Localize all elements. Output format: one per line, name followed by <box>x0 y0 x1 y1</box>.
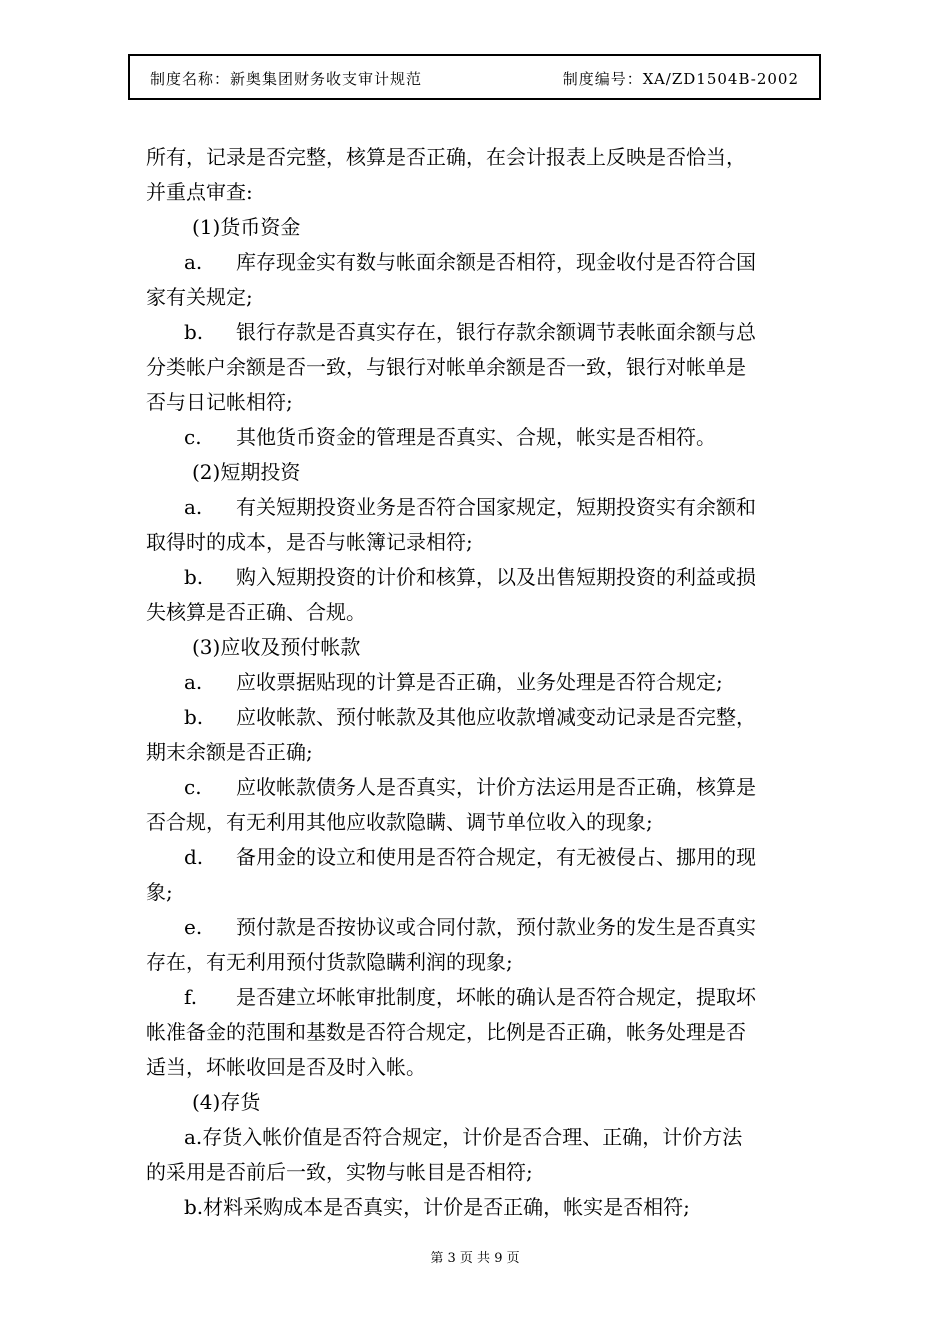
list-item <box>146 420 826 455</box>
item-text: 库存现金实有数与帐面余额是否相符，现金收付是否符合国 <box>236 250 756 274</box>
body-line: 否与日记帐相符; <box>146 390 293 414</box>
list-item <box>146 665 826 700</box>
body-line: 失核算是否正确、合规。 <box>146 600 366 624</box>
list-item <box>146 980 826 1015</box>
section-title: (1)货币资金 <box>192 215 301 239</box>
list-item <box>146 245 826 280</box>
body-line: 期末余额是否正确; <box>146 740 313 764</box>
section-title: (4)存货 <box>192 1090 261 1114</box>
item-text: 有关短期投资业务是否符合国家规定，短期投资实有余额和 <box>236 495 756 519</box>
item-label: f. <box>184 985 198 1009</box>
item-text: 其他货币资金的管理是否真实、合规，帐实是否相符。 <box>236 425 716 449</box>
body-line: 所有，记录是否完整，核算是否正确，在会计报表上反映是否恰当， <box>146 145 746 169</box>
item-text: 购入短期投资的计价和核算，以及出售短期投资的利益或损 <box>236 565 756 589</box>
item-text: 应收票据贴现的计算是否正确，业务处理是否符合规定; <box>236 670 723 694</box>
body-line: 家有关规定; <box>146 285 253 309</box>
item-label: b. <box>184 320 204 344</box>
list-item <box>146 840 826 875</box>
section-title: (3)应收及预付帐款 <box>192 635 361 659</box>
body-line: 并重点审查: <box>146 180 253 204</box>
list-item <box>146 315 826 350</box>
section-title: (2)短期投资 <box>192 460 301 484</box>
item-label: c. <box>184 425 202 449</box>
item-label: a. <box>184 495 203 519</box>
body-line: 分类帐户余额是否一致，与银行对帐单余额是否一致，银行对帐单是 <box>146 355 746 379</box>
body-line: 存在，有无利用预付货款隐瞒利润的现象; <box>146 950 513 974</box>
body-line: 帐准备金的范围和基数是否符合规定，比例是否正确，帐务处理是否 <box>146 1020 746 1044</box>
regulation-code: 制度编号：XA/ZD1504B-2002 <box>562 70 799 88</box>
list-item <box>146 490 826 525</box>
list-item <box>146 700 826 735</box>
list-item: a.存货入帐价值是否符合规定，计价是否合理、正确，计价方法 <box>184 1125 743 1149</box>
item-label: e. <box>184 915 203 939</box>
list-item <box>146 560 826 595</box>
item-label: a. <box>184 250 203 274</box>
list-item <box>146 770 826 805</box>
item-text: 应收帐款债务人是否真实，计价方法运用是否正确，核算是 <box>236 775 756 799</box>
item-text: 银行存款是否真实存在，银行存款余额调节表帐面余额与总 <box>236 320 756 344</box>
list-item <box>146 910 826 945</box>
item-text: 是否建立坏帐审批制度，坏帐的确认是否符合规定，提取坏 <box>236 985 756 1009</box>
regulation-name: 制度名称：新奥集团财务收支审计规范 <box>150 70 423 88</box>
item-text: 备用金的设立和使用是否符合规定，有无被侵占、挪用的现 <box>236 845 756 869</box>
body-line: 取得时的成本，是否与帐簿记录相符; <box>146 530 473 554</box>
item-label: d. <box>184 845 204 869</box>
item-text: 预付款是否按协议或合同付款，预付款业务的发生是否真实 <box>236 915 756 939</box>
item-label: b. <box>184 705 204 729</box>
body-line: 否合规，有无利用其他应收款隐瞒、调节单位收入的现象; <box>146 810 653 834</box>
body-line: 象; <box>146 880 173 904</box>
body-line: 的采用是否前后一致，实物与帐目是否相符; <box>146 1160 533 1184</box>
item-label: b. <box>184 565 204 589</box>
item-label: a. <box>184 670 203 694</box>
item-text: 应收帐款、预付帐款及其他应收款增减变动记录是否完整， <box>236 705 756 729</box>
body-line: 适当，坏帐收回是否及时入帐。 <box>146 1055 426 1079</box>
list-item: b.材料采购成本是否真实，计价是否正确，帐实是否相符; <box>184 1195 690 1219</box>
document-body <box>146 140 826 1225</box>
page-number: 第 3 页 共 9 页 <box>430 1251 520 1266</box>
document-header <box>128 54 821 100</box>
item-label: c. <box>184 775 202 799</box>
